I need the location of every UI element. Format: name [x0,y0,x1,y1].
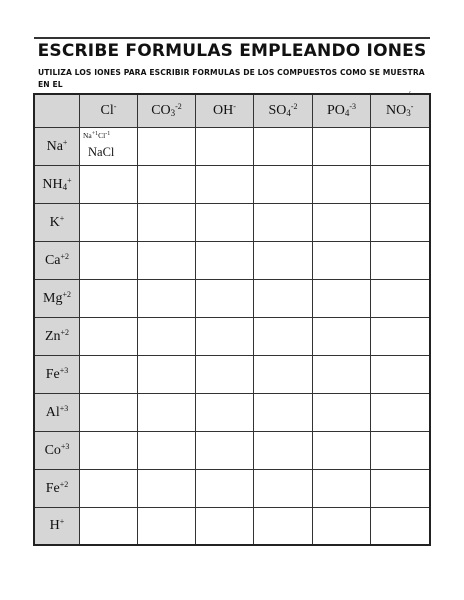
formula-answer-cell[interactable] [371,393,430,431]
formula-answer-cell[interactable] [196,241,254,279]
cation-label [50,215,65,230]
cation-label-symbol: H [49,518,60,534]
anion-header-cell [313,94,371,127]
formula-answer-cell[interactable] [254,165,313,203]
cation-header-cell [34,203,80,241]
anion-header-cell [138,94,196,127]
formula-answer-cell[interactable] [196,469,254,507]
formula-answer-cell[interactable] [254,279,313,317]
formula-answer-cell[interactable] [313,279,371,317]
cation-header-cell [34,355,80,393]
formula-answer-cell[interactable] [138,355,196,393]
table-row [34,317,430,355]
cation-label-charge: +2 [59,479,69,489]
cation-label [42,177,71,192]
formula-answer-cell[interactable] [80,165,138,203]
cation-label-subscript: 4 [62,181,68,192]
anion-label-charge: - [233,102,236,112]
formula-answer-cell[interactable] [80,355,138,393]
example-formula: NaCl [88,145,115,159]
formula-answer-cell[interactable] [371,279,430,317]
anion-header-cell [254,94,313,127]
anion-label [151,103,182,118]
cation-label-symbol: Mg [43,290,63,306]
anion-label [101,103,117,118]
anion-label-charge: -2 [175,102,182,112]
table-row [34,241,430,279]
formula-answer-cell[interactable] [313,507,371,545]
formula-answer-cell[interactable] [80,469,138,507]
cation-label-charge: +3 [60,441,70,451]
formula-answer-cell[interactable] [138,165,196,203]
formula-answer-cell[interactable] [313,317,371,355]
formula-answer-cell[interactable] [371,241,430,279]
formula-answer-cell[interactable] [138,317,196,355]
table-row [34,165,430,203]
formula-answer-cell[interactable] [313,165,371,203]
formula-answer-cell[interactable] [313,469,371,507]
anion-label-charge: -2 [290,102,298,112]
cation-label [47,139,68,154]
formula-answer-cell[interactable] [138,127,196,165]
formula-answer-cell[interactable] [196,355,254,393]
formula-answer-cell[interactable] [371,127,430,165]
worksheet-title: ESCRIBE FORMULAS EMPLEANDO IONES [37,41,427,61]
instructions-line-1: UTILIZA LOS IONES PARA ESCRIBIR FORMULAS DE LOS COMPUESTOS COMO SE MUESTRA EN EL [38,68,425,89]
formula-answer-cell[interactable] [371,203,430,241]
anion-label [327,103,356,118]
formula-answer-cell[interactable] [80,393,138,431]
cation-label [46,481,69,496]
formula-answer-cell[interactable] [254,431,313,469]
formula-answer-cell[interactable] [371,469,430,507]
formula-answer-cell[interactable] [254,355,313,393]
example-cell[interactable] [80,127,138,165]
cation-label-charge: + [67,175,72,185]
formula-answer-cell[interactable] [313,431,371,469]
table-row [34,279,430,317]
formula-answer-cell[interactable] [371,317,430,355]
cation-label [45,329,69,344]
cation-header-cell [34,393,80,431]
cation-header-cell [34,469,80,507]
corner-cell [34,94,80,127]
cation-header-cell [34,165,80,203]
table-row [34,355,430,393]
formula-answer-cell[interactable] [138,241,196,279]
formula-answer-cell[interactable] [254,317,313,355]
cation-label [50,518,65,533]
cation-label-symbol: Co [44,442,61,458]
cation-label-charge: + [59,517,65,527]
formula-answer-cell[interactable] [254,241,313,279]
table-row [34,203,430,241]
cation-label [43,291,71,306]
cation-label-symbol: Ca [44,252,61,268]
anion-label-symbol: Cl [100,103,114,119]
formula-answer-cell[interactable] [254,469,313,507]
cation-label-symbol: K [49,214,60,230]
table-row [34,393,430,431]
anion-label-charge: - [410,102,414,112]
formula-answer-cell[interactable] [196,393,254,431]
formula-answer-cell[interactable] [254,393,313,431]
formula-answer-cell[interactable] [138,203,196,241]
cation-label-symbol: Na [46,138,63,154]
cation-label [46,367,69,382]
formula-answer-cell[interactable] [254,507,313,545]
formula-answer-cell[interactable] [80,279,138,317]
formula-answer-cell[interactable] [196,431,254,469]
example-answer [80,128,137,164]
anion-label-symbol: PO [326,103,345,119]
anion-label [213,103,236,118]
anion-label [268,103,297,118]
formula-answer-cell[interactable] [313,241,371,279]
formula-answer-cell[interactable] [313,127,371,165]
table-row [34,127,430,165]
cation-label [46,405,69,420]
anion-label-symbol: NO [386,103,407,119]
cation-label-charge: +3 [59,365,69,375]
cation-label [45,443,70,458]
anion-label-charge: -3 [349,102,357,112]
formula-answer-cell[interactable] [138,393,196,431]
formula-answer-cell[interactable] [80,241,138,279]
formula-answer-cell[interactable] [196,317,254,355]
cation-header-cell [34,431,80,469]
cation-header-cell [34,241,80,279]
example-ions [83,131,110,140]
formula-answer-cell[interactable] [254,127,313,165]
table-row [34,507,430,545]
example-ion1: Na [83,131,92,140]
anion-label-symbol: CO [151,103,171,119]
anion-header-cell [371,94,430,127]
anion-label-subscript: 4 [286,108,291,119]
formula-answer-cell[interactable] [138,431,196,469]
anion-label-subscript: 3 [170,108,176,119]
table-row [34,431,430,469]
formula-answer-cell[interactable] [371,431,430,469]
formula-answer-cell[interactable] [313,355,371,393]
cation-label-symbol: Fe [45,480,60,496]
formula-answer-cell[interactable] [371,165,430,203]
formula-answer-cell[interactable] [196,127,254,165]
ion-formula-table [33,93,431,546]
cation-label [45,253,69,268]
cation-header-cell [34,127,80,165]
formula-answer-cell[interactable] [313,393,371,431]
formula-answer-cell[interactable] [80,431,138,469]
formula-answer-cell[interactable] [138,507,196,545]
formula-answer-cell[interactable] [196,279,254,317]
anion-label-subscript: 3 [406,108,411,119]
cation-label-charge: + [62,137,68,147]
anion-header-cell [196,94,254,127]
cation-label-charge: +2 [60,327,70,337]
example-ion2-charge: -1 [105,131,111,137]
cation-header-cell [34,279,80,317]
example-ion1-charge: +1 [91,131,99,137]
cation-label-charge: +3 [59,403,69,413]
formula-answer-cell[interactable] [80,317,138,355]
cation-header-cell [34,317,80,355]
formula-answer-cell[interactable] [313,203,371,241]
cation-label-symbol: Zn [44,328,61,344]
cation-header-cell [34,507,80,545]
example-ion2: Cl [98,131,106,140]
anion-label-charge: - [113,102,117,112]
title-rule [34,37,430,39]
cation-label-charge: +2 [60,251,70,261]
formula-answer-cell[interactable] [196,203,254,241]
formula-answer-cell[interactable] [138,469,196,507]
anion-label [386,103,413,118]
cation-label-charge: +2 [62,289,71,299]
table-row [34,469,430,507]
formula-answer-cell[interactable] [196,507,254,545]
cation-label-charge: + [59,213,65,223]
formula-answer-cell[interactable] [371,507,430,545]
cation-label-symbol: NH [42,176,63,192]
cation-label-symbol: Fe [45,366,60,382]
formula-answer-cell[interactable] [138,279,196,317]
formula-answer-cell[interactable] [80,203,138,241]
formula-answer-cell[interactable] [371,355,430,393]
cation-label-symbol: Al [45,404,60,420]
anion-header-cell [80,94,138,127]
anion-label-symbol: SO [268,103,287,119]
anion-label-symbol: OH [213,103,234,119]
formula-answer-cell[interactable] [80,507,138,545]
formula-answer-cell[interactable] [196,165,254,203]
anion-header-row [34,94,430,127]
formula-answer-cell[interactable] [254,203,313,241]
anion-label-subscript: 4 [344,108,350,119]
